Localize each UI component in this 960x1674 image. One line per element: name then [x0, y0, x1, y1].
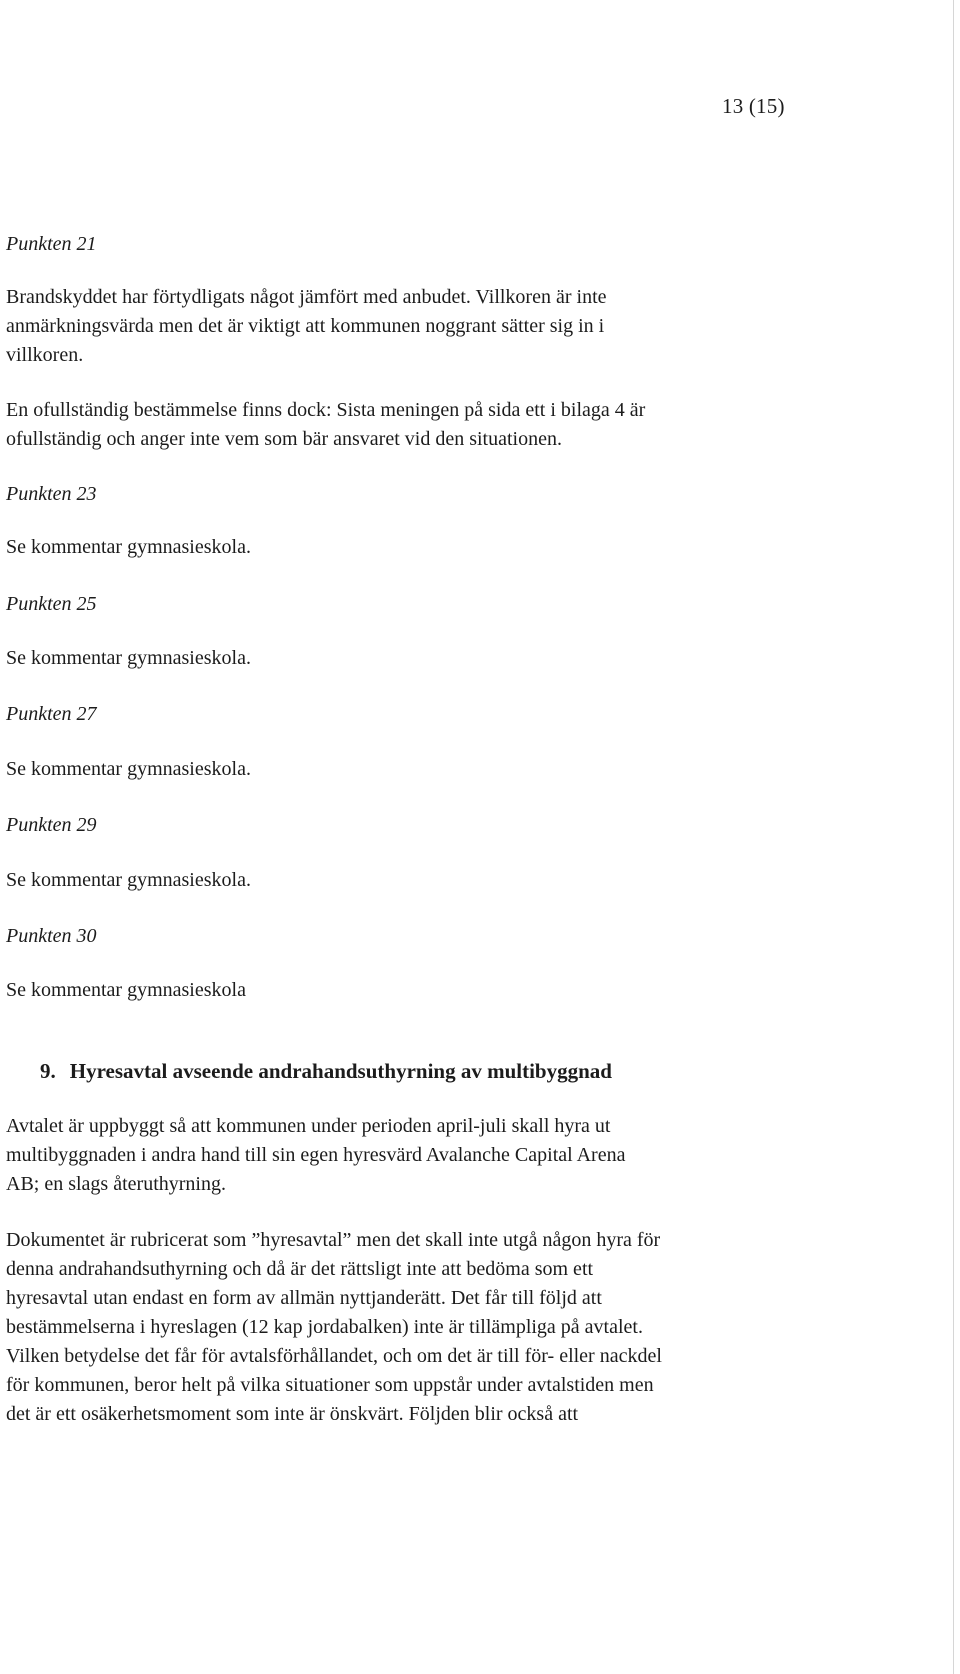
text-line: villkoren.: [6, 344, 84, 366]
text-line: för kommunen, beror helt på vilka situationer som uppstår under avtalstiden men: [6, 1374, 654, 1396]
paragraph-punkten-30: Se kommentar gymnasieskola: [6, 979, 246, 1001]
paragraph-punkten-25: Se kommentar gymnasieskola.: [6, 647, 251, 669]
heading-punkten-27: Punkten 27: [6, 703, 97, 725]
section-title-text: Hyresavtal avseende andrahandsuthyrning av multibyggnad: [69, 1059, 612, 1083]
paragraph-punkten-21-2: [6, 396, 645, 454]
paragraph-punkten-23: Se kommentar gymnasieskola.: [6, 536, 251, 558]
text-line: Vilken betydelse det får för avtalsförhållandet, och om det är till för- eller nackdel: [6, 1345, 662, 1367]
text-line: ofullständig och anger inte vem som bär ansvaret vid den situationen.: [6, 428, 562, 450]
heading-punkten-25: Punkten 25: [6, 593, 97, 615]
text-line: Dokumentet är rubricerat som ”hyresavtal” men det skall inte utgå någon hyra för: [6, 1229, 661, 1251]
heading-punkten-30: Punkten 30: [6, 925, 97, 947]
paragraph-punkten-29: Se kommentar gymnasieskola.: [6, 869, 251, 891]
text-line: denna andrahandsuthyrning och då är det rättsligt inte att bedöma som ett: [6, 1258, 594, 1280]
text-line: Avtalet är uppbyggt så att kommunen under perioden april-juli skall hyra ut: [6, 1115, 611, 1137]
text-line: hyresavtal utan endast en form av allmän nyttjanderätt. Det får till följd att: [6, 1287, 602, 1309]
text-line: det är ett osäkerhetsmoment som inte är önskvärt. Följden blir också att: [6, 1403, 579, 1425]
section-number: 9.: [40, 1059, 56, 1083]
heading-punkten-21: Punkten 21: [6, 233, 97, 255]
text-line: multibyggnaden i andra hand till sin egen hyresvärd Avalanche Capital Arena: [6, 1144, 626, 1166]
heading-punkten-23: Punkten 23: [6, 483, 97, 505]
page-edge-line: [953, 0, 954, 1674]
text-line: Brandskyddet har förtydligats något jämfört med anbudet. Villkoren är inte: [6, 286, 607, 308]
text-line: AB; en slags återuthyrning.: [6, 1173, 226, 1195]
page-number: 13 (15): [722, 94, 785, 118]
heading-punkten-29: Punkten 29: [6, 814, 97, 836]
paragraph-punkten-27: Se kommentar gymnasieskola.: [6, 758, 251, 780]
text-line: En ofullständig bestämmelse finns dock: Sista meningen på sida ett i bilaga 4 är: [6, 399, 646, 421]
paragraph-section-9-1: [6, 1112, 625, 1199]
text-line: anmärkningsvärda men det är viktigt att kommunen noggrant sätter sig in i: [6, 315, 605, 337]
paragraph-punkten-21-1: [6, 283, 607, 370]
paragraph-section-9-2: [6, 1226, 662, 1429]
section-9-title: [40, 1059, 612, 1084]
text-line: bestämmelserna i hyreslagen (12 kap jordabalken) inte är tillämpliga på avtalet.: [6, 1316, 643, 1338]
